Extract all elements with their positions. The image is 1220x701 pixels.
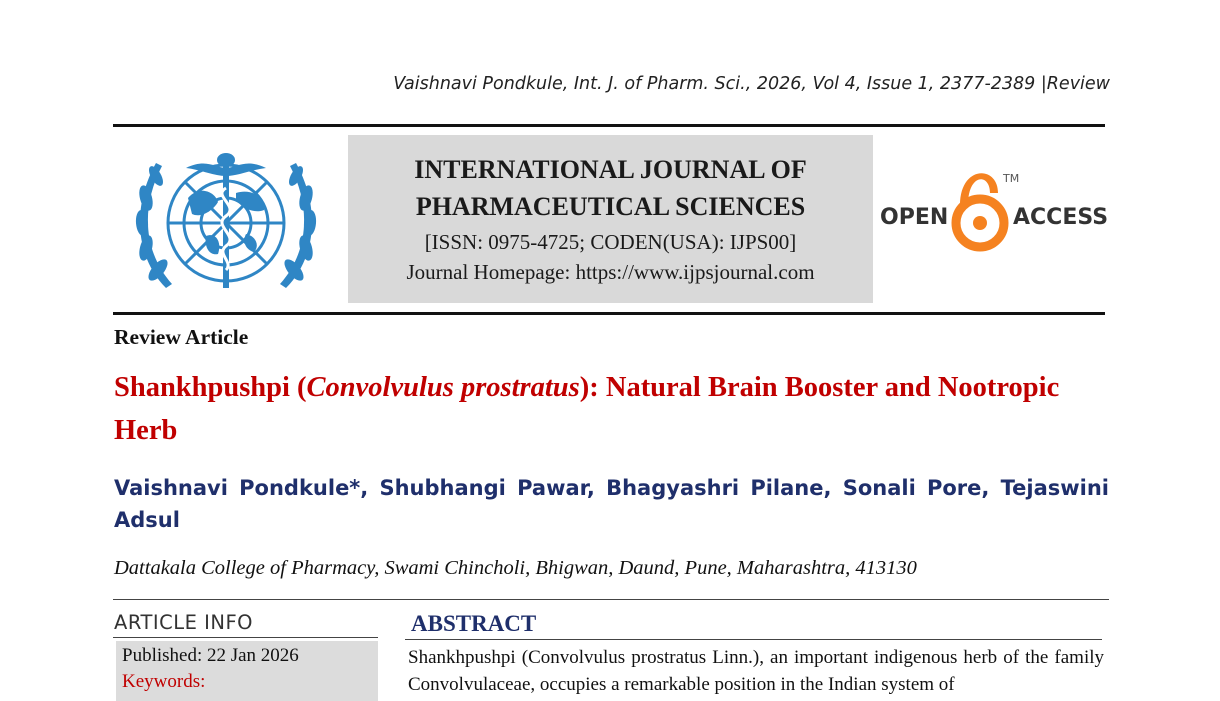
- header-top-rule: [113, 124, 1105, 127]
- journal-name-line-2: PHARMACEUTICAL SCIENCES: [415, 192, 806, 221]
- published-date: Published: 22 Jan 2026: [122, 645, 299, 666]
- article-type: Review Article: [114, 325, 249, 349]
- title-suffix: ): Natural Brain Booster and Nootropic Herb: [114, 372, 1060, 446]
- article-info-box: [116, 641, 378, 701]
- un-emblem-logo: [126, 138, 326, 308]
- article-info-heading: ARTICLE INFO: [114, 611, 254, 634]
- affiliation: Dattakala College of Pharmacy, Swami Chincholi, Bhigwan, Daund, Pune, Maharashtra, 413130: [114, 557, 917, 579]
- title-prefix: Shankhpushpi (: [114, 372, 307, 403]
- article-title: [114, 366, 1074, 452]
- open-access-word-open: OPEN: [880, 205, 949, 230]
- open-access-trademark: TM: [1003, 172, 1020, 185]
- abstract-heading: ABSTRACT: [411, 611, 537, 636]
- article-info-rule: [113, 637, 378, 638]
- journal-title-box: [348, 135, 873, 303]
- open-access-logo: [880, 165, 1110, 255]
- journal-name: [348, 151, 873, 225]
- keywords-label: Keywords:: [122, 671, 206, 692]
- title-species-name: Convolvulus prostratus: [306, 372, 580, 403]
- header-bottom-rule: [113, 312, 1105, 315]
- abstract-text: Shankhpushpi (Convolvulus prostratus Linn.), an important indigenous herb of the family Convolvulaceae, occupies a remarkable position in the Indian system of: [408, 647, 1104, 695]
- journal-issn: [ISSN: 0975-4725; CODEN(USA): IJPS00]: [424, 230, 797, 254]
- running-head: Vaishnavi Pondkule, Int. J. of Pharm. Sci., 2026, Vol 4, Issue 1, 2377-2389 |Review: [393, 74, 1110, 94]
- journal-homepage: Journal Homepage: https://www.ijpsjournal.com: [406, 260, 815, 284]
- journal-name-line-1: INTERNATIONAL JOURNAL OF: [414, 155, 807, 184]
- affiliation-rule: [113, 599, 1109, 600]
- author-list: Vaishnavi Pondkule*, Shubhangi Pawar, Bhagyashri Pilane, Sonali Pore, Tejaswini Adsul: [114, 476, 1109, 532]
- open-access-word-access: ACCESS: [1013, 205, 1109, 230]
- abstract-rule: [405, 639, 1102, 640]
